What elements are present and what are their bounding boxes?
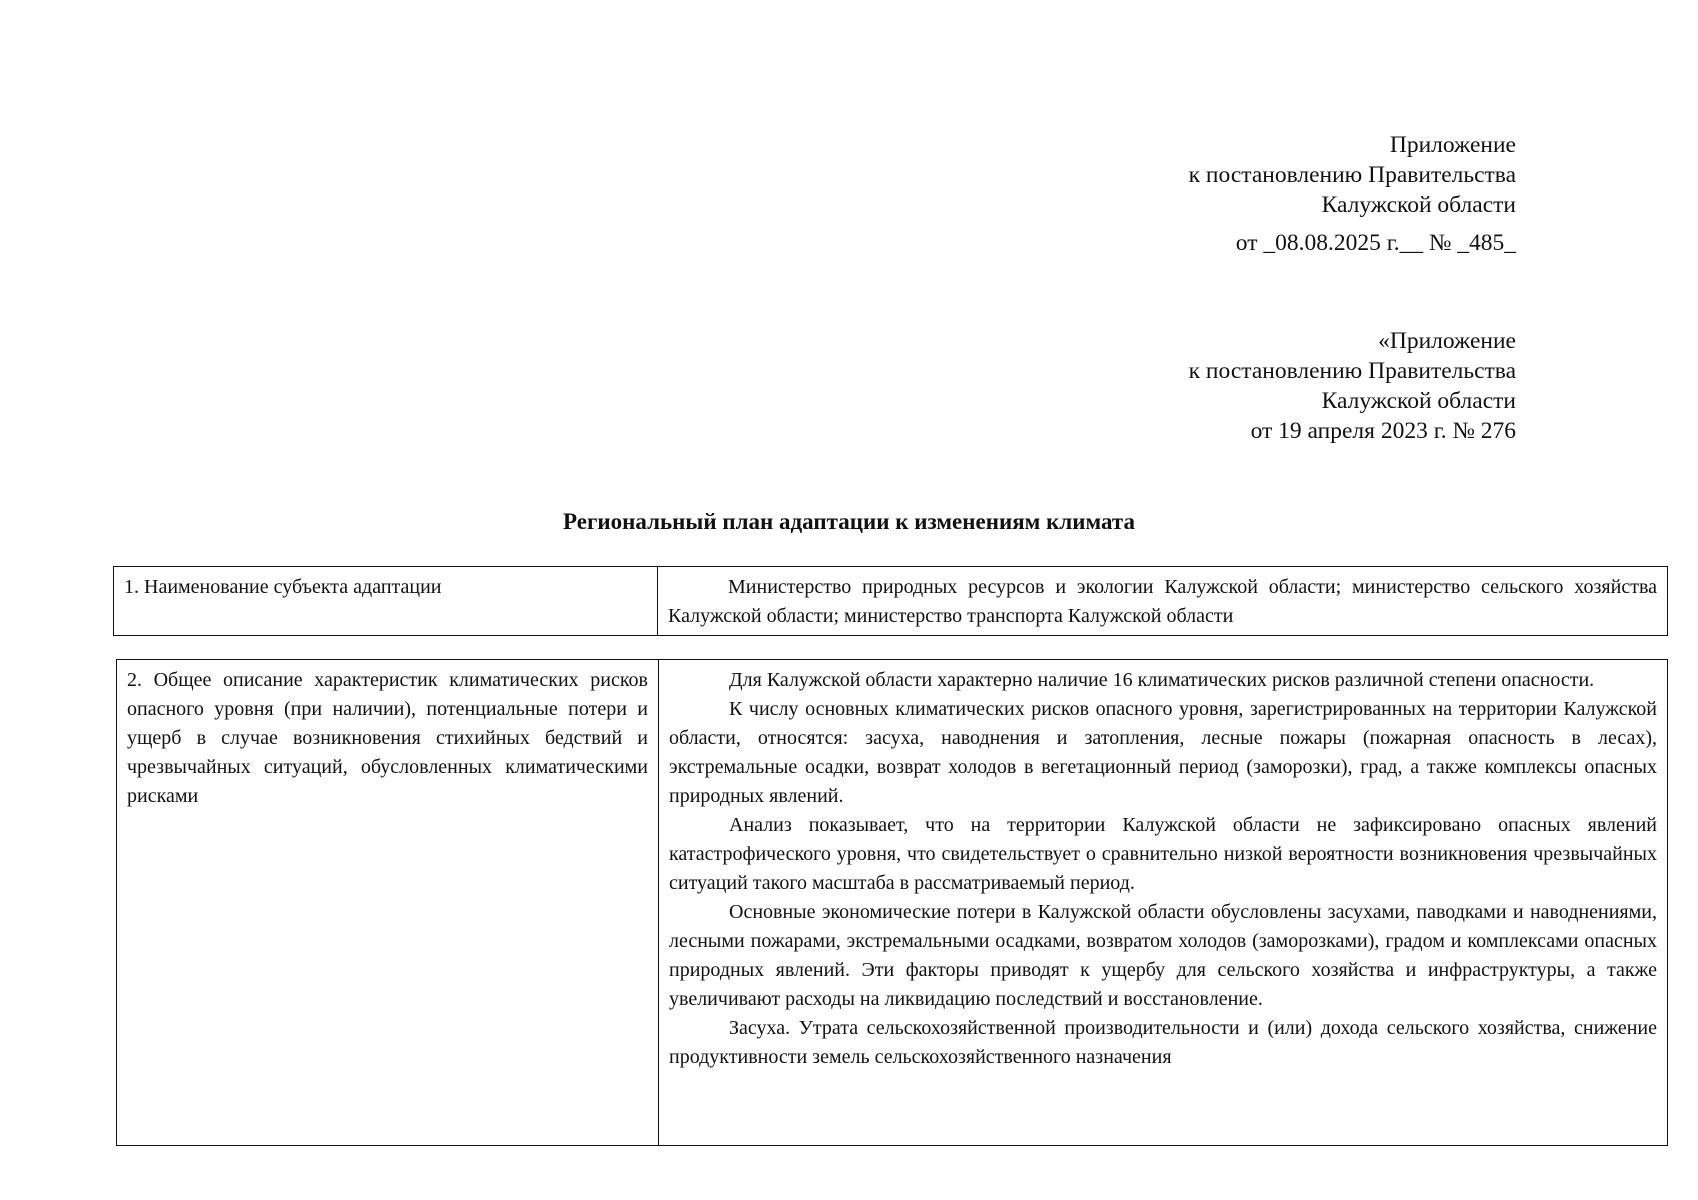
attachment-resolution-line: к постановлению Правительства <box>1188 358 1516 384</box>
section-2-label <box>117 660 659 1146</box>
paragraph: Для Калужской области характерно наличие 16 климатических рисков различной степени опасности. <box>729 669 1595 691</box>
section-1-table <box>113 566 1668 636</box>
section-2-label-text: 2. Общее описание характеристик климатических рисков опасного уровня (при наличии), потенциальные потери и ущерб в случае возникновения стихийных бедствий и чрезвычайных ситуаций, обусловленных климатическими рисками <box>127 669 648 807</box>
attachment-resolution-line: к постановлению Правительства <box>1188 162 1516 188</box>
section-1-label <box>114 567 658 636</box>
table-row <box>117 660 1668 1146</box>
table-row <box>114 567 1668 636</box>
attachment-label: «Приложение <box>1378 328 1516 354</box>
document-title: Региональный план адаптации к изменениям климата <box>563 509 1135 534</box>
paragraph: Засуха. Утрата сельскохозяйственной производительности и (или) дохода сельского хозяйства, снижение продуктивности земель сельскохозяйственного назначения <box>669 1017 1657 1068</box>
section-2-content <box>659 660 1668 1146</box>
paragraph: К числу основных климатических рисков опасного уровня, зарегистрированных на территории Калужской области, относятся: засуха, наводнения и затопления, лесные пожары (пожарная опасность в лесах), экстремальные осадки, возврат холодов в вегетационный период (заморозки), град, а также комплексы опасных природных явлений. <box>669 698 1657 807</box>
paragraph: Основные экономические потери в Калужской области обусловлены засухами, паводками и наводнениями, лесными пожарами, экстремальными осадками, возвратом холодов (заморозками), градом и комплексами опасных природных явлений. Эти факторы приводят к ущербу для сельского хозяйства и инфраструктуры, а также увеличивают расходы на ликвидацию последствий и восстановление. <box>669 901 1657 1010</box>
attachment-region-line: Калужской области <box>1321 388 1516 414</box>
attachment-header-current <box>996 130 1516 258</box>
section-1-value-text: Министерство природных ресурсов и экологии Калужской области; министерство сельского хозяйства Калужской области; министерство транспорта Калужской области <box>668 576 1657 627</box>
attachment-label: Приложение <box>1389 132 1516 158</box>
paragraph: Анализ показывает, что на территории Калужской области не зафиксировано опасных явлений катастрофического уровня, что свидетельствует о сравнительно низкой вероятности возникновения чрезвычайных ситуаций такого масштаба в рассматриваемый период. <box>669 814 1657 894</box>
attachment-region-line: Калужской области <box>1321 192 1516 218</box>
attachment-header-previous <box>996 326 1516 446</box>
section-1-value <box>658 567 1668 636</box>
section-2-table <box>116 659 1668 1146</box>
section-1-label-text: 1. Наименование субъекта адаптации <box>124 576 442 598</box>
attachment-date-number: от _08.08.2025 г.__ № _485_ <box>1235 230 1516 256</box>
attachment-date-number: от 19 апреля 2023 г. № 276 <box>1250 418 1516 444</box>
